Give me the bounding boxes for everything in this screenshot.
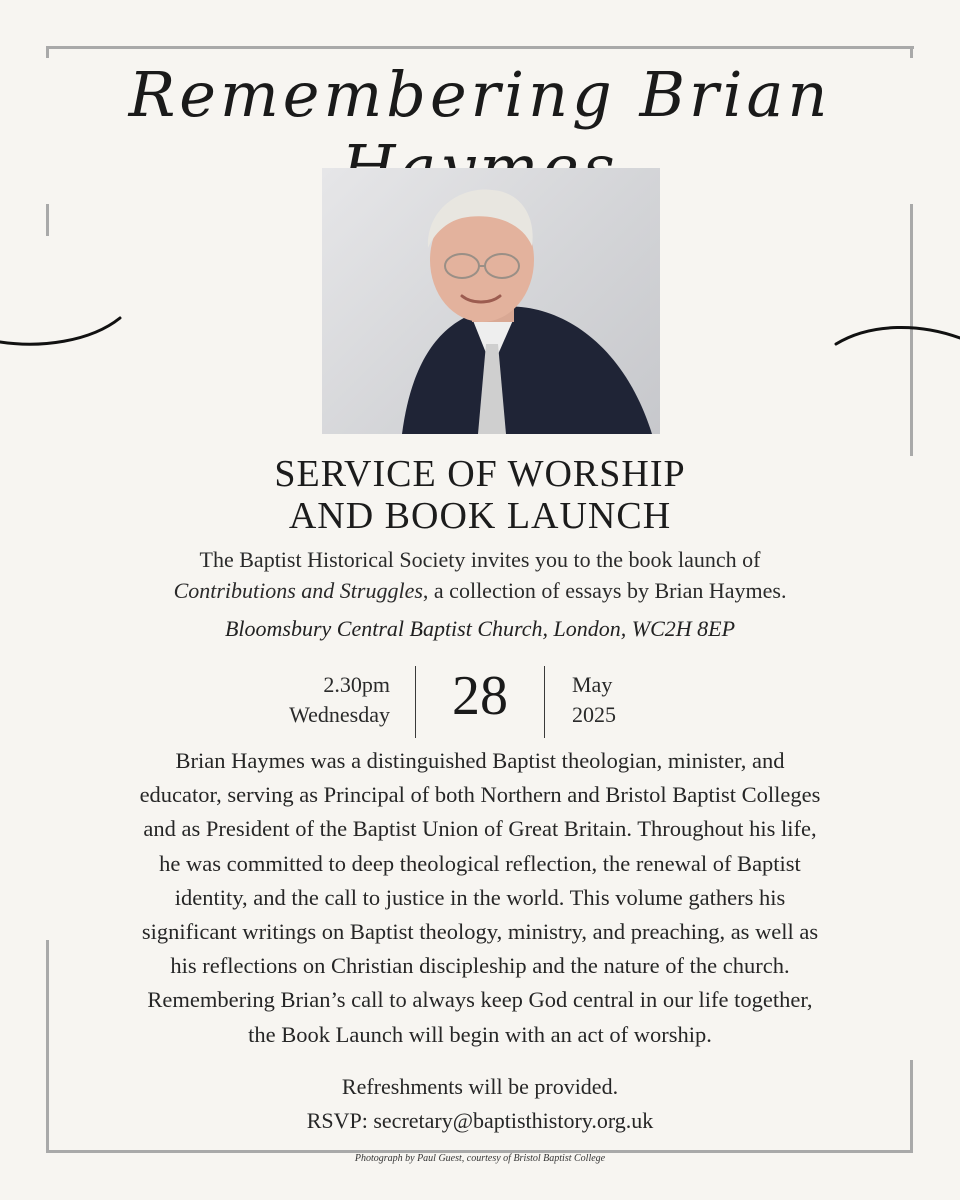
book-title: Contributions and Struggles: [173, 578, 423, 603]
rsvp-email[interactable]: RSVP: secretary@baptisthistory.org.uk: [306, 1108, 654, 1133]
photo-credit: Photograph by Paul Guest, courtesy of Bristol Baptist College: [354, 1153, 606, 1164]
description-line: he was committed to deep theological reflection, the renewal of Baptist: [159, 850, 801, 876]
frame-top-border: [48, 46, 914, 49]
page-title: Remembering Brian: [0, 58, 960, 204]
date-divider-right: [544, 666, 545, 738]
description-line: his reflections on Christian discipleship and the nature of the church.: [170, 953, 790, 979]
event-year: 2025: [572, 702, 616, 727]
description-line: educator, serving as Principal of both Northern and Bristol Baptist Colleges: [139, 782, 821, 808]
venue: Bloomsbury Central Baptist Church, London, WC2H 8EP: [224, 616, 736, 641]
description-line: and as President of the Baptist Union of Great Britain. Throughout his life,: [143, 816, 817, 842]
event-time: 2.30pm: [323, 672, 390, 697]
event-month: May: [572, 672, 613, 697]
description-line: identity, and the call to justice in the world. This volume gathers his: [174, 884, 786, 910]
portrait-photo: [322, 168, 660, 434]
description: [60, 744, 900, 1052]
heading-line-1: SERVICE OF WORSHIP: [274, 453, 686, 495]
right-swoosh-ornament: [832, 318, 960, 358]
invite-line-1: The Baptist Historical Society invites you to the book launch of: [199, 547, 761, 572]
description-line: the Book Launch will begin with an act of worship.: [248, 1021, 712, 1047]
left-swoosh-ornament: [0, 312, 130, 352]
time-block: [240, 670, 390, 730]
invite-line-2: [0, 575, 960, 606]
month-block: [572, 670, 722, 730]
description-line: significant writings on Baptist theology, ministry, and preaching, as well as: [141, 919, 819, 945]
invite-line-2-rest: , a collection of essays by Brian Haymes.: [422, 578, 787, 603]
refreshments-note: Refreshments will be provided.: [341, 1074, 619, 1099]
event-day: 28: [452, 665, 508, 727]
event-weekday: Wednesday: [289, 702, 390, 727]
date-divider-left: [415, 666, 416, 738]
description-line: Remembering Brian’s call to always keep God central in our life together,: [147, 987, 813, 1013]
heading-line-2: AND BOOK LAUNCH: [288, 495, 672, 537]
description-line: Brian Haymes was a distinguished Baptist theologian, minister, and: [175, 748, 785, 773]
